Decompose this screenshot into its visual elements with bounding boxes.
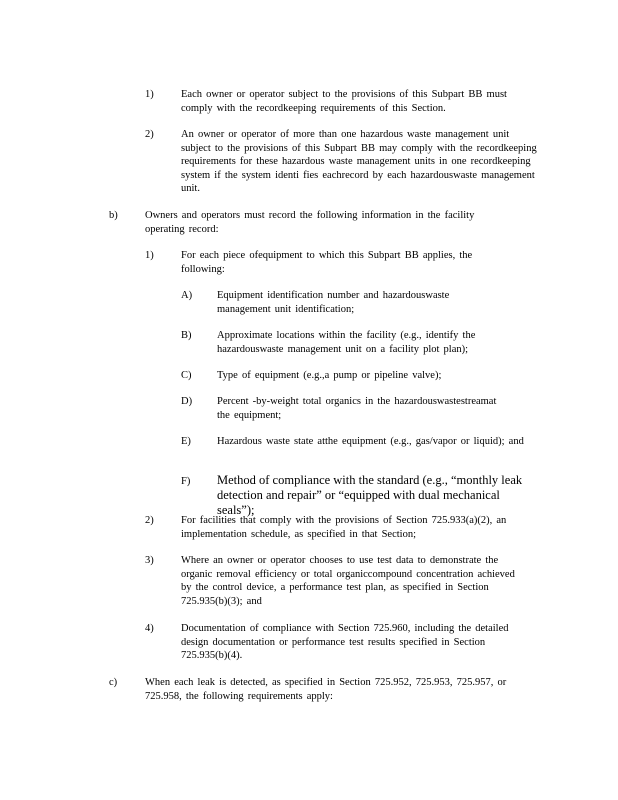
item-b3-text: Where an owner or operator chooses to use test data to demonstrate the organic removal efficiency or total organiccompound concentration achieved by the control device, a performance test plan, as specified in Section 725.935(b)(3); and bbox=[181, 555, 515, 607]
item-1-text: Each owner or operator subject to the provisions of this Subpart BB must comply with the recordkeeping requirements of this Section. bbox=[181, 89, 507, 114]
item-b4-number: 4) bbox=[145, 623, 154, 634]
item-2-text: An owner or operator of more than one hazardous waste management unit subject to the provisions of this Subpart BB may comply with the recordkeeping requirements for these hazardous waste management units in one recordkeeping system if the system identi fies eachrecord by each hazardouswaste management unit. bbox=[181, 129, 537, 194]
subsection-b-number: b) bbox=[109, 210, 118, 221]
item-b1A-number: A) bbox=[181, 290, 193, 301]
item-b2-number: 2) bbox=[145, 515, 154, 526]
item-b1C-text: Type of equipment (e.g.,a pump or pipeline valve); bbox=[217, 370, 442, 381]
item-b1-number: 1) bbox=[145, 250, 154, 261]
item-b1C-number: C) bbox=[181, 370, 192, 381]
item-b2-text: For facilities that comply with the provisions of Section 725.933(a)(2), an implementation schedule, as specified in that Section; bbox=[181, 515, 507, 540]
item-1-number: 1) bbox=[145, 89, 154, 100]
subsection-b-text: Owners and operators must record the following information in the facility operating record: bbox=[145, 210, 475, 235]
item-b1F-number: F) bbox=[181, 476, 191, 487]
item-b1-text: For each piece ofequipment to which this Subpart BB applies, the following: bbox=[181, 250, 473, 275]
item-b3-number: 3) bbox=[145, 555, 154, 566]
item-b1E-number: E) bbox=[181, 436, 191, 447]
item-b1A-text: Equipment identification number and hazardouswaste management unit identification; bbox=[217, 290, 450, 315]
item-b1D-number: D) bbox=[181, 396, 193, 407]
item-b1D-text: Percent -by-weight total organics in the hazardouswastestreamat the equipment; bbox=[217, 396, 497, 421]
item-b4-text: Documentation of compliance with Section 725.960, including the detailed design documentation or performance test results specified in Section 725.935(b)(4). bbox=[181, 623, 509, 661]
subsection-c-text: When each leak is detected, as specified in Section 725.952, 725.953, 725.957, or 725.958, the following requirements apply: bbox=[145, 677, 507, 702]
item-b1B-text: Approximate locations within the facility (e.g., identify the hazardouswaste management unit on a facility plot plan); bbox=[217, 330, 476, 355]
item-b1B-number: B) bbox=[181, 330, 192, 341]
subsection-c-number: c) bbox=[109, 677, 118, 688]
item-2-number: 2) bbox=[145, 129, 154, 140]
item-b1E-text: Hazardous waste state atthe equipment (e.g., gas/vapor or liquid); and bbox=[217, 436, 524, 447]
item-b1F-text: Method of compliance with the standard (e.g., “monthly leak detection and repair” or “equipped with dual mechanical seals”); bbox=[217, 473, 523, 517]
